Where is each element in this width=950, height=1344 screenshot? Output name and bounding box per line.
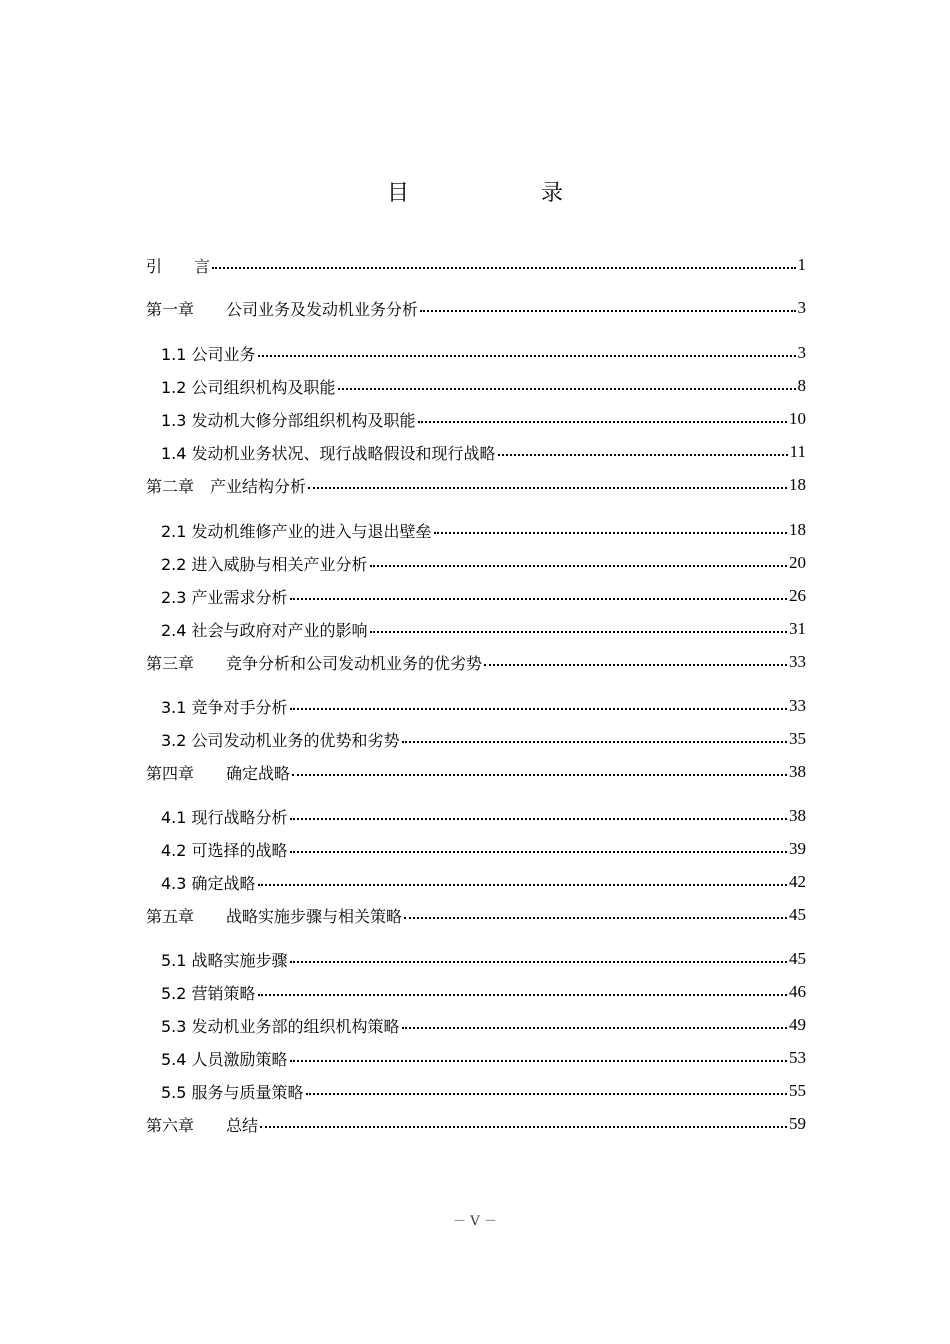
toc-entry-page-number: 45 xyxy=(789,905,806,924)
toc-entry-label: 服务与质量策略 xyxy=(191,1082,304,1102)
toc-section-entry[interactable] xyxy=(161,1046,806,1070)
toc-section-entry[interactable] xyxy=(161,518,806,542)
toc-entry-title xyxy=(161,552,368,575)
toc-entry-title xyxy=(161,1014,400,1037)
toc-entry-page-number: 38 xyxy=(789,762,806,781)
dot-leader xyxy=(290,1059,787,1062)
toc-entry-number: 5.1 xyxy=(161,950,187,970)
dot-leader xyxy=(402,1026,787,1029)
dot-leader xyxy=(258,993,787,996)
toc-section-entry[interactable] xyxy=(161,1079,806,1103)
toc-section-entry[interactable] xyxy=(161,947,806,971)
toc-entry-page-number: 26 xyxy=(789,586,806,605)
toc-section-entry[interactable] xyxy=(161,980,806,1004)
page-title xyxy=(0,176,950,207)
page-number-footer: － V － xyxy=(453,1214,497,1229)
toc-entry-page-number: 20 xyxy=(789,553,806,572)
toc-entry-number: 1.1 xyxy=(161,344,187,364)
toc-entry-number: 2.3 xyxy=(161,587,187,607)
dot-leader xyxy=(404,916,787,919)
toc-entry-number: 5.2 xyxy=(161,983,187,1003)
toc-entry-page-number: 3 xyxy=(797,343,806,362)
toc-entry-page-number: 18 xyxy=(789,520,806,539)
dot-leader xyxy=(370,564,787,567)
toc-entry-title xyxy=(146,904,402,927)
toc-entry-page-number: 49 xyxy=(789,1015,806,1034)
toc-entry-page-number: 59 xyxy=(789,1114,806,1133)
toc-section-entry[interactable] xyxy=(161,617,806,641)
toc-entry-number: 1.3 xyxy=(161,410,187,430)
toc-chapter-entry[interactable] xyxy=(146,296,806,320)
toc-entry-title xyxy=(161,342,256,365)
toc-entry-label: 发动机大修分部组织机构及职能 xyxy=(191,410,416,430)
toc-entry-number: 3.2 xyxy=(161,730,187,750)
toc-entry-number: 4.2 xyxy=(161,840,187,860)
toc-entry-title xyxy=(161,838,288,861)
toc-entry-number: 1.4 xyxy=(161,443,187,463)
toc-section-entry[interactable] xyxy=(161,551,806,575)
dot-leader xyxy=(290,597,787,600)
toc-entry-title xyxy=(146,1113,258,1136)
toc-entry-label: 引 言 xyxy=(146,256,211,276)
toc-entry-label: 第二章 产业结构分析 xyxy=(146,476,307,496)
toc-entry-page-number: 38 xyxy=(789,806,806,825)
dot-leader xyxy=(290,960,787,963)
toc-section-entry[interactable] xyxy=(161,374,806,398)
dot-leader xyxy=(258,883,787,886)
toc-entry-number: 2.2 xyxy=(161,554,187,574)
toc-entry-number: 5.3 xyxy=(161,1016,187,1036)
toc-entry-label: 公司发动机业务的优势和劣势 xyxy=(191,730,400,750)
toc-entry-label: 确定战略 xyxy=(191,873,256,893)
dot-leader xyxy=(420,309,795,312)
toc-entry-label: 产业需求分析 xyxy=(191,587,288,607)
toc-entry-title xyxy=(161,948,288,971)
toc-entry-title xyxy=(146,474,306,497)
toc-entry-number: 5.5 xyxy=(161,1082,187,1102)
toc-entry-label: 进入威胁与相关产业分析 xyxy=(191,554,368,574)
toc-entry-page-number: 3 xyxy=(797,298,806,317)
toc-entry-title xyxy=(161,519,432,542)
toc-entry-label: 竞争对手分析 xyxy=(191,697,288,717)
toc-entry-page-number: 33 xyxy=(789,652,806,671)
toc-chapter-entry[interactable] xyxy=(146,650,806,674)
dot-leader xyxy=(292,773,787,776)
toc-entry-label: 现行战略分析 xyxy=(191,807,288,827)
toc-entry-title xyxy=(161,1080,304,1103)
dot-leader xyxy=(402,740,787,743)
dot-leader xyxy=(258,354,796,357)
toc-chapter-entry[interactable] xyxy=(146,760,806,784)
toc-entry-title xyxy=(161,981,256,1004)
toc-entry-number: 2.1 xyxy=(161,521,187,541)
toc-section-entry[interactable] xyxy=(161,440,806,464)
toc-entry-title xyxy=(161,441,496,464)
toc-entry-label: 第一章 公司业务及发动机业务分析 xyxy=(146,299,419,319)
toc-entry-page-number: 33 xyxy=(789,696,806,715)
toc-entry-page-number: 18 xyxy=(789,475,806,494)
toc-entry-page-number: 8 xyxy=(797,376,806,395)
toc-entry-label: 第四章 确定战略 xyxy=(146,763,291,783)
dot-leader xyxy=(290,850,787,853)
title-char-1: 目 xyxy=(386,181,409,206)
toc-section-entry[interactable] xyxy=(161,804,806,828)
toc-entry-title xyxy=(161,375,336,398)
toc-chapter-entry[interactable] xyxy=(146,253,806,277)
dot-leader xyxy=(308,486,787,489)
toc-entry-number: 2.4 xyxy=(161,620,187,640)
toc-entry-title xyxy=(161,585,288,608)
toc-entry-number: 4.1 xyxy=(161,807,187,827)
toc-entry-title xyxy=(161,408,416,431)
toc-entry-title xyxy=(161,871,256,894)
dot-leader xyxy=(290,707,787,710)
toc-entry-page-number: 1 xyxy=(797,255,806,274)
toc-entry-label: 发动机业务状况、现行战略假设和现行战略 xyxy=(191,443,496,463)
toc-section-entry[interactable] xyxy=(161,1013,806,1037)
toc-section-entry[interactable] xyxy=(161,694,806,718)
toc-entry-title xyxy=(146,761,290,784)
toc-entry-title xyxy=(146,297,418,320)
title-char-2: 录 xyxy=(541,181,564,206)
toc-entry-label: 第六章 总结 xyxy=(146,1115,259,1135)
toc-entry-label: 公司组织机构及职能 xyxy=(191,377,336,397)
toc-entry-label: 第三章 竞争分析和公司发动机业务的优劣势 xyxy=(146,653,483,673)
toc-entry-page-number: 35 xyxy=(789,729,806,748)
toc-section-entry[interactable] xyxy=(161,837,806,861)
toc-entry-label: 营销策略 xyxy=(191,983,256,1003)
toc-entry-title xyxy=(161,805,288,828)
toc-section-entry[interactable] xyxy=(161,584,806,608)
toc-entry-title xyxy=(161,695,288,718)
dot-leader xyxy=(498,453,788,456)
toc-entry-page-number: 55 xyxy=(789,1081,806,1100)
toc-entry-label: 发动机维修产业的进入与退出壁垒 xyxy=(191,521,432,541)
toc-entry-page-number: 42 xyxy=(789,872,806,891)
toc-chapter-entry[interactable] xyxy=(146,473,806,497)
toc-entry-page-number: 45 xyxy=(789,949,806,968)
toc-entry-label: 社会与政府对产业的影响 xyxy=(191,620,368,640)
dot-leader xyxy=(290,817,787,820)
toc-entry-label: 可选择的战略 xyxy=(191,840,288,860)
toc-section-entry[interactable] xyxy=(161,341,806,365)
toc-entry-page-number: 53 xyxy=(789,1048,806,1067)
toc-entry-title xyxy=(161,1047,288,1070)
dot-leader xyxy=(370,630,787,633)
toc-entry-title xyxy=(146,651,482,674)
dot-leader xyxy=(434,531,787,534)
toc-chapter-entry[interactable] xyxy=(146,903,806,927)
toc-section-entry[interactable] xyxy=(161,870,806,894)
toc-entry-number: 5.4 xyxy=(161,1049,187,1069)
toc-entry-label: 人员激励策略 xyxy=(191,1049,288,1069)
toc-entry-label: 第五章 战略实施步骤与相关策略 xyxy=(146,906,403,926)
dot-leader xyxy=(212,266,795,269)
toc-entry-page-number: 39 xyxy=(789,839,806,858)
toc-entry-page-number: 11 xyxy=(789,442,806,461)
toc-entry-number: 1.2 xyxy=(161,377,187,397)
dot-leader xyxy=(260,1125,787,1128)
toc-entry-label: 公司业务 xyxy=(191,344,256,364)
toc-entry-label: 发动机业务部的组织机构策略 xyxy=(191,1016,400,1036)
toc-chapter-entry[interactable] xyxy=(146,1112,806,1136)
dot-leader xyxy=(418,420,787,423)
dot-leader xyxy=(484,663,787,666)
dot-leader xyxy=(338,387,796,390)
toc-entry-label: 战略实施步骤 xyxy=(191,950,288,970)
toc-section-entry[interactable] xyxy=(161,407,806,431)
toc-entry-number: 4.3 xyxy=(161,873,187,893)
toc-entry-page-number: 10 xyxy=(789,409,806,428)
toc-entry-title xyxy=(161,618,368,641)
toc-entry-title xyxy=(161,728,400,751)
dot-leader xyxy=(306,1092,787,1095)
toc-entry-page-number: 31 xyxy=(789,619,806,638)
toc-entry-number: 3.1 xyxy=(161,697,187,717)
toc-entry-page-number: 46 xyxy=(789,982,806,1001)
toc-section-entry[interactable] xyxy=(161,727,806,751)
toc-entry-title xyxy=(146,254,210,277)
